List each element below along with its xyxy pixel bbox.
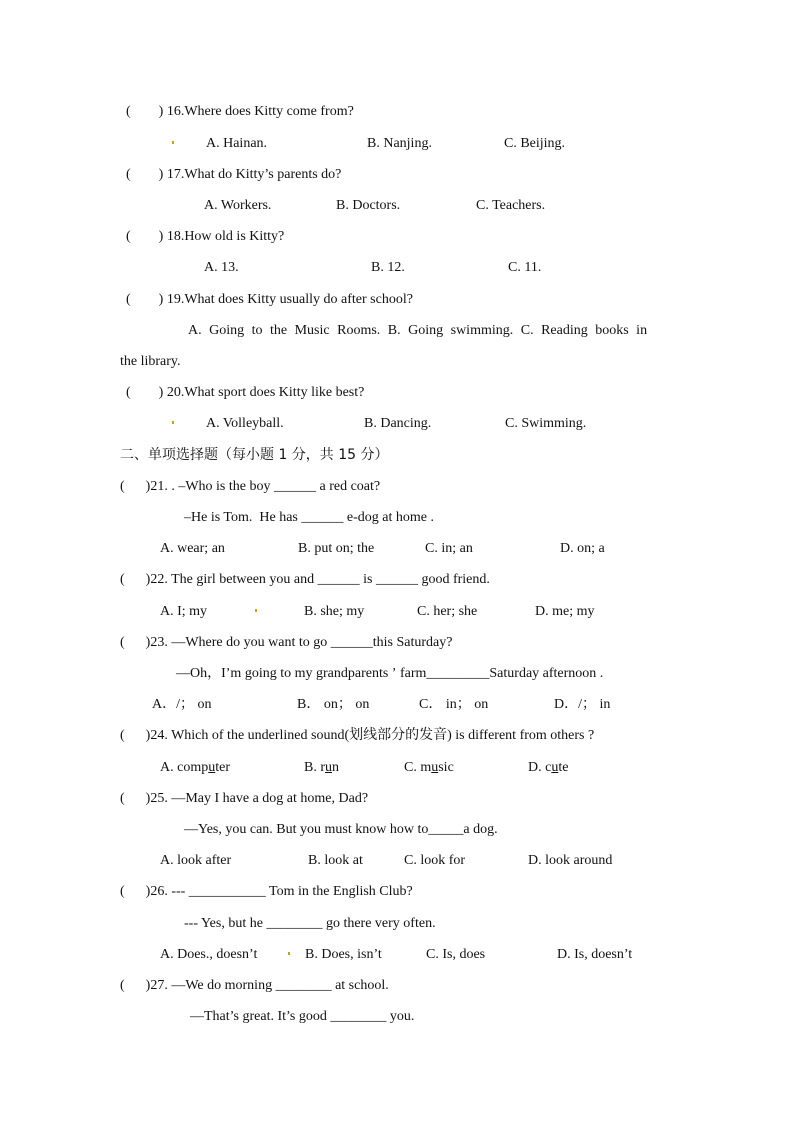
options-line: A. Going to the Music Rooms. B. Going swimming. C. Reading books in [188, 323, 648, 338]
option-d: D. look around [528, 853, 613, 868]
option-d: D. Is, doesn’t [557, 947, 633, 962]
option-b: B. Dancing. [364, 416, 432, 431]
question-16-text: ( ) 16.Where does Kitty come from? [126, 104, 354, 119]
option-b: B. she; my [304, 604, 365, 619]
option-d: D. on; a [560, 541, 605, 556]
option-c-underlined: u [431, 760, 439, 775]
option-b: B. Does, isn’t [305, 947, 382, 962]
option-a: A．/； on [152, 697, 212, 712]
option-b [304, 759, 339, 777]
option-a: A. 13. [204, 260, 239, 275]
question-22-line-1: ( )22. The girl between you and ______ is ______ good friend. [120, 572, 490, 587]
option-a: A. wear; an [160, 541, 225, 556]
option-d: D. me; my [535, 604, 595, 619]
question-19-text: ( ) 19.What does Kitty usually do after school? [126, 292, 413, 307]
mark-dot [172, 421, 174, 424]
option-a: A. Workers. [204, 198, 272, 213]
option-c: C. Beijing. [504, 136, 566, 151]
option-b-suffix: n [332, 760, 339, 775]
option-a [160, 759, 230, 777]
option-b-underlined: u [325, 760, 332, 775]
option-d-underlined: u [551, 760, 559, 775]
option-a: A. Does., doesn’t [160, 947, 258, 962]
option-d: D．/； in [554, 697, 611, 712]
option-c: C. 11. [508, 260, 542, 275]
option-c-suffix: sic [438, 760, 454, 775]
option-c: C. her; she [417, 604, 478, 619]
question-23-line-1: ( )23. —Where do you want to go ______this Saturday? [120, 635, 453, 650]
option-c: C. Is, does [426, 947, 486, 962]
mark-dot [288, 952, 290, 955]
option-d [528, 759, 568, 777]
mark-dot [172, 141, 174, 144]
question-25-reply: —Yes, you can. But you must know how to_____a dog. [184, 822, 498, 837]
question-21-reply: –He is Tom. He has ______ e-dog at home . [184, 510, 434, 525]
option-d-prefix: D. c [528, 760, 552, 775]
option-c: C. look for [404, 853, 466, 868]
option-a: A. Hainan. [206, 136, 268, 151]
option-b: B． on； on [297, 697, 370, 712]
question-24-line-1: ( )24. Which of the underlined sound(划线部分的发音) is different from others ? [120, 728, 595, 743]
options-continuation: the library. [120, 354, 181, 369]
option-a: A. I; my [160, 604, 208, 619]
question-25-line-1: ( )25. —May I have a dog at home, Dad? [120, 791, 369, 806]
option-b: B. Doctors. [336, 198, 401, 213]
option-c: C. Swimming. [505, 416, 587, 431]
option-a-suffix: ter [215, 760, 230, 775]
option-d-suffix: te [558, 760, 569, 775]
question-17-text: ( ) 17.What do Kitty’s parents do? [126, 167, 342, 182]
question-27-reply: —That’s great. It’s good ________ you. [190, 1009, 415, 1024]
option-c: C. in; an [425, 541, 473, 556]
option-b: B. put on; the [298, 541, 375, 556]
mark-dot [255, 609, 257, 612]
option-a: A. Volleyball. [206, 416, 284, 431]
question-18-text: ( ) 18.How old is Kitty? [126, 229, 285, 244]
option-a: A. look after [160, 853, 232, 868]
question-26-reply: --- Yes, but he ________ go there very often. [184, 916, 436, 931]
option-b: B. look at [308, 853, 363, 868]
question-23-reply: —Oh，I’m going to my grandparents ʼ farm_________Saturday afternoon . [176, 666, 604, 681]
option-c: C. Teachers. [476, 198, 546, 213]
option-a-underlined: u [208, 760, 216, 775]
question-26-line-1: ( )26. --- ___________ Tom in the English Club? [120, 884, 413, 899]
option-b: B. Nanjing. [367, 136, 432, 151]
question-27-line-1: ( )27. —We do morning ________ at school. [120, 978, 389, 993]
question-20-text: ( ) 20.What sport does Kitty like best? [126, 385, 365, 400]
option-b: B. 12. [371, 260, 405, 275]
option-a-prefix: A. comp [160, 760, 209, 775]
section-title: 二、单项选择题（每小题 1 分，共 15 分） [120, 447, 389, 463]
question-21-line-1: ( )21. . –Who is the boy ______ a red coat? [120, 479, 381, 494]
option-b-prefix: B. r [304, 760, 325, 775]
option-c [404, 759, 454, 777]
option-c: C． in； on [419, 697, 489, 712]
option-c-prefix: C. m [404, 760, 432, 775]
